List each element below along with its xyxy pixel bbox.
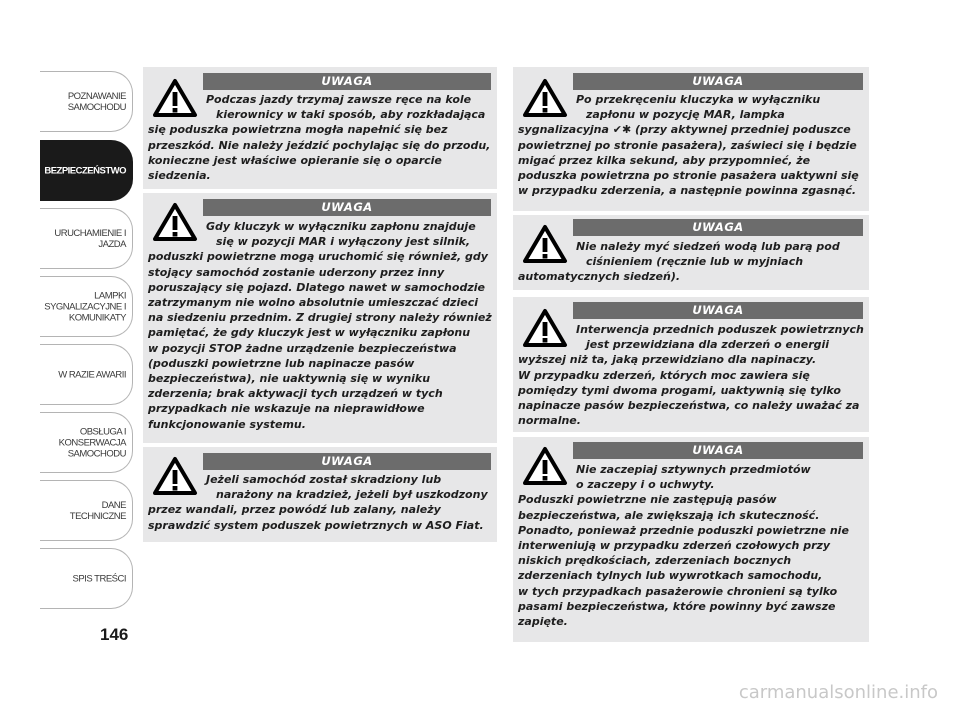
warning-line: przez wandali, przez powódź lub zalany, należy xyxy=(148,503,441,517)
warning-line: w pozycji STOP żadne urządzenie bezpieczeństwa xyxy=(148,341,457,355)
warning-line: zatrzymanym nie wolno absolutnie umieszczać dzieci xyxy=(148,296,478,310)
warning-line: kierownicy w taki sposób, aby rozkładająca xyxy=(216,108,486,122)
warning-line: sygnalizacyjna ✔✱ (przy aktywnej przedniej poduszce xyxy=(518,123,851,137)
warning-line: Ponadto, ponieważ przednie poduszki powietrzne nie xyxy=(518,523,849,537)
nav-tab-label: URUCHAMIENIE I JAZDA xyxy=(54,227,126,250)
warning-line: bezpieczeństwa), nie uaktywnią się w wyniku xyxy=(148,372,431,386)
warning-line: zapłonu w pozycję MAR, lampka xyxy=(586,108,785,122)
warning-line: na siedzeniu przednim. Z drugiej strony należy również xyxy=(148,311,492,325)
warning-line: Interwencja przednich poduszek powietrznych xyxy=(576,323,864,336)
warning-line: (poduszki powietrzne lub napinacze pasów xyxy=(148,356,415,370)
warning-text xyxy=(148,472,488,533)
warning-header: UWAGA xyxy=(203,73,491,90)
warning-text xyxy=(148,219,492,432)
warning-box-7 xyxy=(513,437,869,642)
warning-text xyxy=(518,322,864,428)
warning-line: Podczas jazdy trzymaj zawsze ręce na kole xyxy=(206,93,472,106)
warning-box-1 xyxy=(143,67,497,189)
warning-header: UWAGA xyxy=(573,302,863,319)
nav-tab-label: SPIS TREŚCI xyxy=(72,573,126,584)
warning-line: poduszki powietrzne mogą uruchomić się również, gdy xyxy=(148,250,488,264)
warning-line: zderzeniach tylnych lub wywrotkach samochodu, xyxy=(518,569,823,583)
warning-line: Gdy kluczyk w wyłączniku zapłonu znajduje xyxy=(206,220,476,233)
warning-line: przypadkach nie wskazuje na nieprawidłowe xyxy=(148,402,425,416)
warning-line: w przypadku zderzenia, a następnie powinna zgasnąć. xyxy=(518,184,857,198)
warning-line: o zaczepy i o uchwyty. xyxy=(576,478,715,492)
warning-line: Nie należy myć siedzeń wodą lub parą pod xyxy=(576,240,840,253)
warning-line: W przypadku zderzeń, których moc zawiera się xyxy=(518,368,810,382)
nav-tab-obsluga[interactable] xyxy=(40,412,133,473)
warning-line: zderzenia; brak aktywacji tych urządzeń w tych xyxy=(148,387,443,401)
warning-line: Jeżeli samochód został skradziony lub xyxy=(206,473,442,486)
nav-tab-awaria[interactable] xyxy=(40,344,133,405)
warning-line: ciśnieniem (ręcznie lub w myjniach xyxy=(586,255,804,269)
warning-line: powietrznej po stronie pasażera), zaświeci się i będzie xyxy=(518,138,857,152)
nav-tab-dane[interactable] xyxy=(40,480,133,541)
warning-line: Po przekręceniu kluczyka w wyłączniku xyxy=(576,93,821,106)
warning-line: pomiędzy tymi dwoma progami, uaktywnią się tylko xyxy=(518,383,841,397)
warning-line: się poduszka powietrzna mogła napełnić się bez xyxy=(148,123,448,137)
warning-line: funkcjonowanie systemu. xyxy=(148,417,306,431)
warning-line: siedzenia. xyxy=(148,169,211,183)
warning-line: narażony na kradzież, jeżeli był uszkodzony xyxy=(216,488,488,502)
warning-line: stojący samochód zostanie uderzony przez inny xyxy=(148,265,445,279)
warning-line: interweniują w przypadku zderzeń czołowych przy xyxy=(518,539,831,553)
warning-line: poruszający się pojazd. Dlatego nawet w samochodzie xyxy=(148,280,485,294)
warning-text xyxy=(518,239,840,285)
warning-line: automatycznych siedzeń). xyxy=(518,270,681,284)
warning-line: normalne. xyxy=(518,414,581,428)
warning-line: pasami bezpieczeństwa, które powinny być zawsze xyxy=(518,599,836,613)
nav-tab-label: DANE TECHNICZNE xyxy=(69,499,126,522)
warning-line: wyższej niż ta, jaką przewidziano dla napinaczy. xyxy=(518,353,817,367)
warning-header: UWAGA xyxy=(203,453,491,470)
warning-line: pamiętać, że gdy kluczyk jest w wyłączniku zapłonu xyxy=(148,326,471,340)
warning-line: się w pozycji MAR i wyłączony jest silnik, xyxy=(216,235,471,249)
nav-tab-spis[interactable] xyxy=(40,548,133,609)
nav-tab-label: BEZPIECZEŃSTWO xyxy=(44,165,126,176)
warning-text xyxy=(518,462,849,629)
warning-line: migać przez kilka sekund, aby przypomnieć, że xyxy=(518,153,811,167)
nav-tab-label: LAMPKI SYGNALIZACYJNE I KOMUNIKATY xyxy=(44,290,126,323)
warning-box-3 xyxy=(143,447,497,542)
warning-line: jest przewidziana dla zderzeń o energii xyxy=(586,338,830,352)
nav-tab-label: OBSŁUGA I KONSERWACJA SAMOCHODU xyxy=(58,426,126,459)
warning-line: zapięte. xyxy=(518,615,568,629)
warning-header: UWAGA xyxy=(573,219,863,236)
nav-tab-uruchamienie[interactable] xyxy=(40,208,133,269)
warning-text xyxy=(148,92,490,183)
nav-tab-label: W RAZIE AWARII xyxy=(58,369,126,380)
watermark: carmanualsonline.info xyxy=(738,682,938,703)
nav-tab-poznawanie[interactable] xyxy=(40,71,133,132)
warning-header: UWAGA xyxy=(573,442,863,459)
warning-line: przeszkód. Nie należy jeździć pochylając się do przodu, xyxy=(148,138,491,152)
nav-tab-lampki[interactable] xyxy=(40,276,133,337)
warning-text xyxy=(518,92,859,198)
warning-line: w tych przypadkach pasażerowie chronieni są tylko xyxy=(518,584,838,598)
warning-box-5 xyxy=(513,215,869,290)
warning-line: konieczne jest właściwe opieranie się o oparcie xyxy=(148,153,442,167)
warning-header: UWAGA xyxy=(203,199,491,216)
warning-line: bezpieczeństwa, ale zwiększają ich skuteczność. xyxy=(518,508,820,522)
warning-line: Poduszki powietrzne nie zastępują pasów xyxy=(518,493,777,507)
warning-line: poduszka powietrzna po stronie pasażera uaktywni się xyxy=(518,169,859,183)
page-number: 146 xyxy=(100,625,129,644)
nav-tab-bezpieczenstwo[interactable] xyxy=(40,140,133,201)
warning-line: Nie zaczepiaj sztywnych przedmiotów xyxy=(576,463,811,476)
nav-tab-label: POZNAWANIE SAMOCHODU xyxy=(67,90,126,113)
warning-line: napinacze pasów bezpieczeństwa, co należy uważać za xyxy=(518,399,860,413)
warning-box-2 xyxy=(143,193,497,443)
warning-box-4 xyxy=(513,67,869,211)
warning-header: UWAGA xyxy=(573,73,863,90)
warning-line: niskich prędkościach, zderzeniach bocznych xyxy=(518,554,792,568)
warning-box-6 xyxy=(513,297,869,432)
warning-line: sprawdzić system poduszek powietrznych w ASO Fiat. xyxy=(148,518,484,532)
